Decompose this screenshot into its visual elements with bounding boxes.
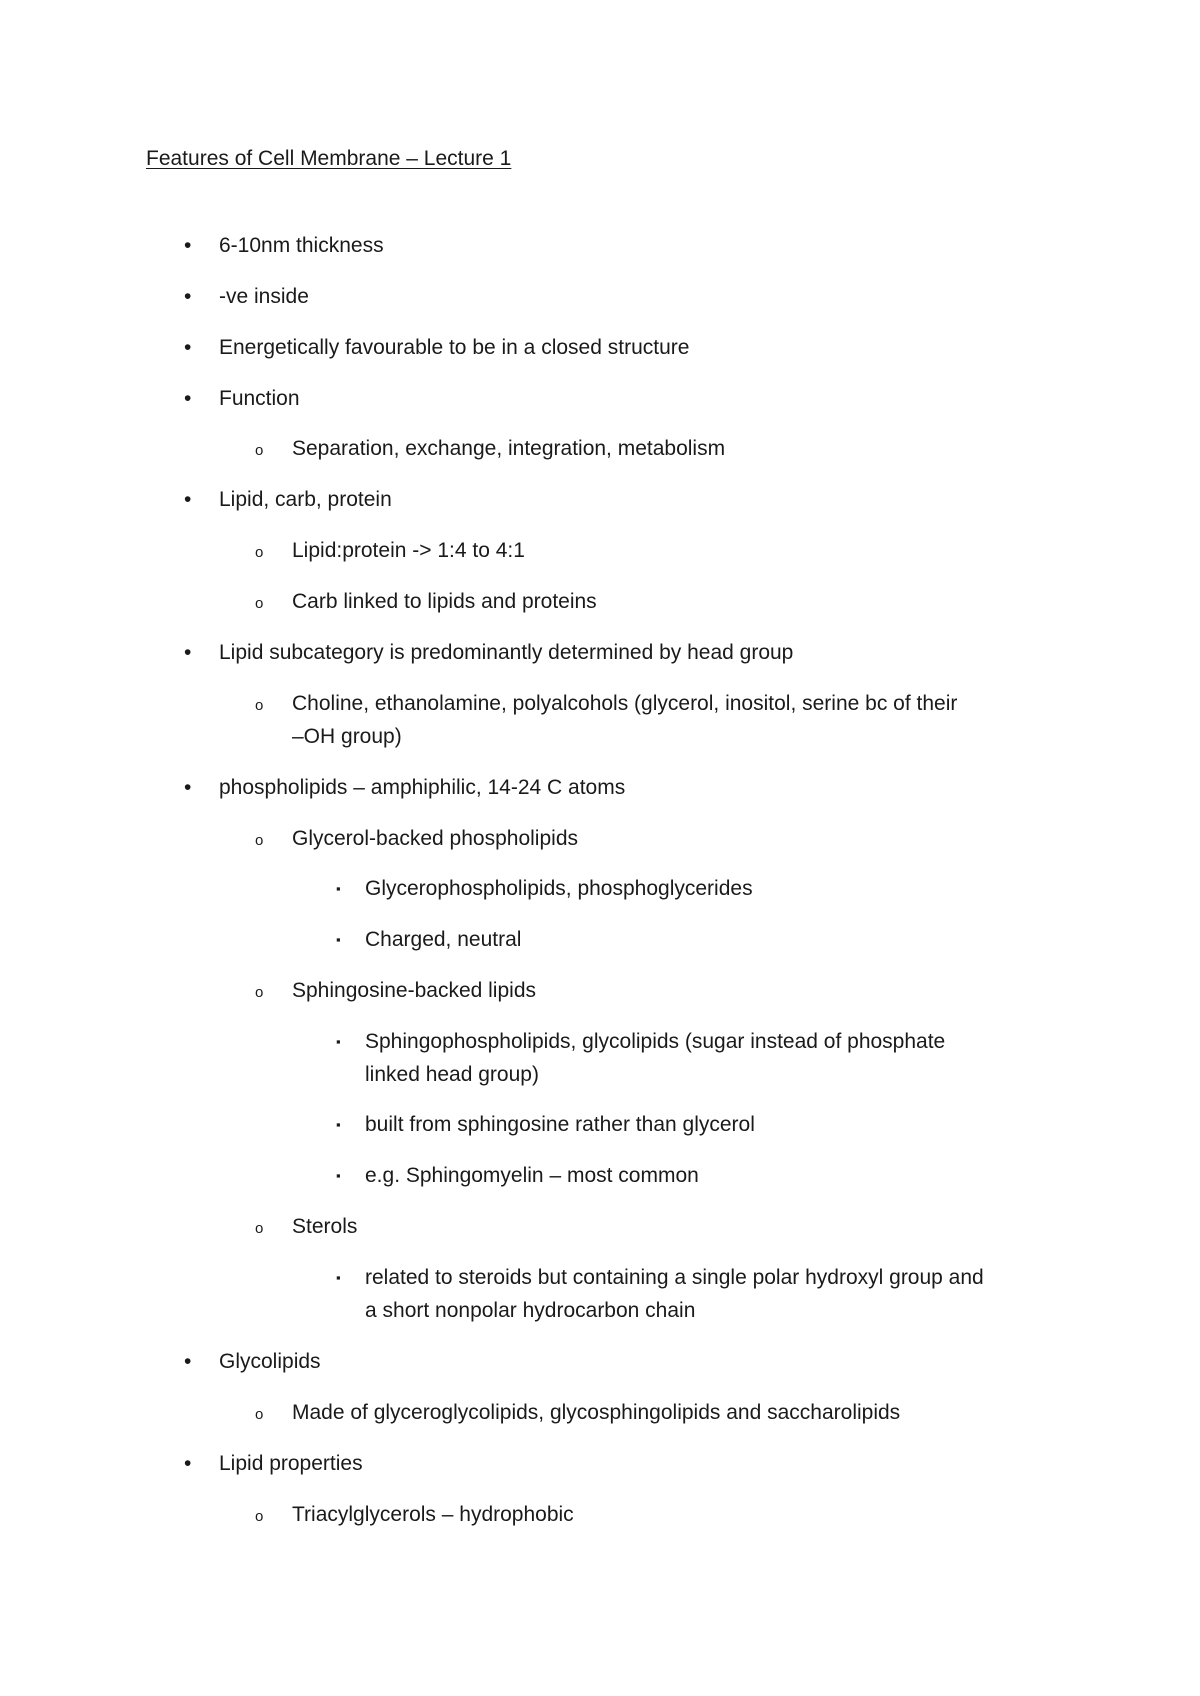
list-item-continuation: –OH group) bbox=[292, 725, 402, 748]
bullet-marker-level-2: o bbox=[255, 544, 264, 561]
bullet-marker-level-2: o bbox=[255, 595, 264, 612]
bullet-marker-level-1: • bbox=[184, 234, 192, 257]
list-item: Triacylglycerols – hydrophobic bbox=[292, 1503, 574, 1526]
list-item: Charged, neutral bbox=[365, 928, 522, 951]
list-item: Lipid subcategory is predominantly determined by head group bbox=[219, 641, 794, 664]
list-item: Sphingophospholipids, glycolipids (sugar instead of phosphate bbox=[365, 1030, 946, 1053]
bullet-marker-level-3: ▪ bbox=[336, 1117, 341, 1132]
list-item: Sphingosine-backed lipids bbox=[292, 979, 536, 1002]
bullet-marker-level-2: o bbox=[255, 832, 264, 849]
list-item: Lipid:protein -> 1:4 to 4:1 bbox=[292, 539, 525, 562]
bullet-marker-level-3: ▪ bbox=[336, 1270, 341, 1285]
bullet-marker-level-3: ▪ bbox=[336, 881, 341, 896]
bullet-marker-level-2: o bbox=[255, 442, 264, 459]
bullet-marker-level-1: • bbox=[184, 488, 192, 511]
list-item: Glycolipids bbox=[219, 1350, 321, 1373]
bullet-marker-level-1: • bbox=[184, 1452, 192, 1475]
bullet-marker-level-1: • bbox=[184, 285, 192, 308]
list-item: Function bbox=[219, 387, 300, 410]
bullet-marker-level-1: • bbox=[184, 1350, 192, 1373]
bullet-marker-level-3: ▪ bbox=[336, 1034, 341, 1049]
list-item: related to steroids but containing a single polar hydroxyl group and bbox=[365, 1266, 984, 1289]
list-item: Choline, ethanolamine, polyalcohols (glycerol, inositol, serine bc of their bbox=[292, 692, 958, 715]
bullet-marker-level-3: ▪ bbox=[336, 1168, 341, 1183]
bullet-marker-level-1: • bbox=[184, 641, 192, 664]
list-item: e.g. Sphingomyelin – most common bbox=[365, 1164, 699, 1187]
bullet-marker-level-2: o bbox=[255, 697, 264, 714]
list-item: Made of glyceroglycolipids, glycosphingolipids and saccharolipids bbox=[292, 1401, 901, 1424]
list-item: built from sphingosine rather than glycerol bbox=[365, 1113, 755, 1136]
list-item: Carb linked to lipids and proteins bbox=[292, 590, 597, 613]
bullet-marker-level-2: o bbox=[255, 1220, 264, 1237]
list-item: Sterols bbox=[292, 1215, 358, 1238]
bullet-marker-level-1: • bbox=[184, 336, 192, 359]
bullet-marker-level-2: o bbox=[255, 1508, 264, 1525]
page-title: Features of Cell Membrane – Lecture 1 bbox=[146, 147, 512, 170]
list-item: Glycerol-backed phospholipids bbox=[292, 827, 578, 850]
list-item-continuation: a short nonpolar hydrocarbon chain bbox=[365, 1299, 696, 1322]
list-item-continuation: linked head group) bbox=[365, 1063, 539, 1086]
list-item: 6-10nm thickness bbox=[219, 234, 384, 257]
list-item: Lipid properties bbox=[219, 1452, 363, 1475]
list-item: Energetically favourable to be in a closed structure bbox=[219, 336, 690, 359]
list-item: Lipid, carb, protein bbox=[219, 488, 392, 511]
bullet-marker-level-2: o bbox=[255, 1406, 264, 1423]
list-item: Separation, exchange, integration, metabolism bbox=[292, 437, 726, 460]
bullet-marker-level-1: • bbox=[184, 776, 192, 799]
bullet-marker-level-3: ▪ bbox=[336, 932, 341, 947]
list-item: Glycerophospholipids, phosphoglycerides bbox=[365, 877, 753, 900]
bullet-marker-level-2: o bbox=[255, 984, 264, 1001]
list-item: -ve inside bbox=[219, 285, 309, 308]
list-item: phospholipids – amphiphilic, 14-24 C atoms bbox=[219, 776, 626, 799]
bullet-marker-level-1: • bbox=[184, 387, 192, 410]
